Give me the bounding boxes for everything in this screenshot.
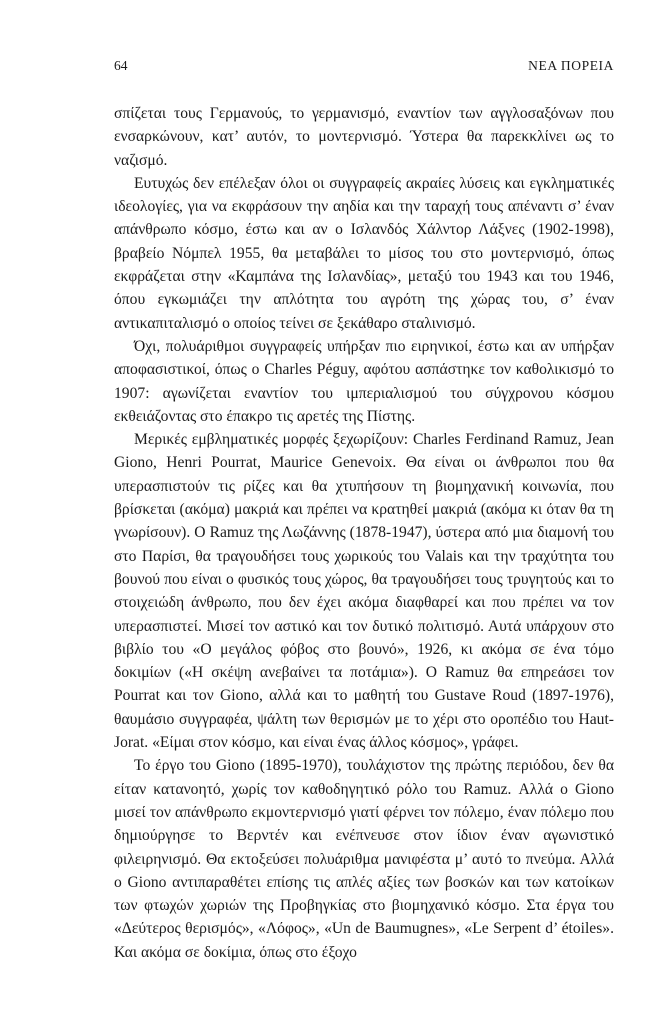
paragraph: Μερικές εμβληματικές μορφές ξεχωρίζουν: Charles Ferdinand Ramuz, Jean Giono, Henri Pourrat, Maurice Genevoix. Θα είναι οι άνθρωποι που θα υπερασπιστούν τις ρίζες και θα χτυπήσουν τη βιομηχανική κοινωνία, που βρίσκεται (ακόμα) μακριά και πρέπει να κρατηθεί μακριά (ακόμα κι όταν θα τη γνωρίσουν). Ο Ramuz της Λωζάννης (1878-1947), ύστερα από μια διαμονή του στο Παρίσι, θα τραγουδήσει τους χωρικούς του Valais και την τραχύτητα του βουνού που είναι ο φυσικός τους χώρος, θα τραγουδήσει τους τρυγητούς και το στοιχειώδη άνθρωπο, που δεν έχει ακόμα διαφθαρεί και που πρέπει να τον υπερασπιστεί. Μισεί τον αστικό και τον δυτικό πολιτισμό. Αυτά υπάρχουν στο βιβλίο του «Ο μεγάλος φόβος στο βουνό», 1926, κι ακόμα σε ένα τόμο δοκιμίων («Η σκέψη ανεβαίνει τα ποτάμια»). Ο Ramuz θα επηρεάσει τον Pourrat και τον Giono, αλλά και το μαθητή του Gustave Roud (1897-1976), θαυμάσιο συγγραφέα, ψάλτη των θερισμών με το χέρι στο οροπέδιο του Haut-Jorat. «Είμαι στον κόσμο, και είναι ένας άλλος κόσμος», γράφει.: [114, 431, 614, 752]
running-head: [114, 58, 614, 78]
body-text: [114, 102, 614, 964]
page-number: 64: [114, 58, 128, 73]
journal-title: ΝΕΑ ΠΟΡΕΙΑ: [528, 58, 614, 73]
paragraph: Όχι, πολυάριθμοι συγγραφείς υπήρξαν πιο ειρηνικοί, έστω και αν υπήρξαν αποφασιστικοί, όπως ο Charles Péguy, αφότου ασπάστηκε τον καθολικισμό το 1907: αγωνίζεται εναντίον του ιμπεριαλισμού του σύγχρονου κόσμου εκθειάζοντας στο έπακρο τις αρετές της Πίστης.: [114, 337, 614, 425]
paragraph: Ευτυχώς δεν επέλεξαν όλοι οι συγγραφείς ακραίες λύσεις και εγκληματικές ιδεολογίες, για να εκφράσουν την αηδία και την ταραχή τους απέναντι σ’ έναν απάνθρωπο κόσμο, έστω και αν ο Ισλανδός Χάλντορ Λάξνες (1902-1998), βραβείο Νόμπελ 1955, θα μεταβάλει το μίσος του στο μοντερνισμό, όπως εκφράζεται στην «Καμπάνα της Ισλανδίας», μεταξύ του 1943 και του 1946, όπου εγκωμιάζει την απλότητα του αγρότη της χώρας του, σ’ έναν αντικαπιταλισμό ο οποίος τείνει σε ξεκάθαρο σταλινισμό.: [114, 174, 614, 332]
paragraph: Το έργο του Giono (1895-1970), τουλάχιστον της πρώτης περιόδου, δεν θα είταν κατανοητό, χωρίς τον καθοδηγητικό ρόλο του Ramuz. Αλλά ο Giono μισεί τον απάνθρωπο εκμοντερνισμό γιατί φέρνει τον πόλεμο, έναν πόλεμο που δημιούργησε το Βερντέν και ενέπνευσε στον ίδιον έναν αγωνιστικό φιλειρηνισμό. Θα εκτοξεύσει πολυάριθμα μανιφέστα μ’ αυτό το πνεύμα. Αλλά ο Giono αντιπαραθέτει επίσης τις απλές αξίες των βοσκών και των κατοίκων των φτωχών χωριών της Προβηγκίας στο βιομηχανικό κόσμο. Στα έργα του «Δεύτερος θερισμός», «Λόφος», «Un de Baumugnes», «Le Serpent d’ étoiles». Και ακόμα σε δοκίμια, όπως στο έξοχο: [114, 757, 614, 961]
paragraph-continuation: σπίζεται τους Γερμανούς, το γερμανισμό, εναντίον των αγγλοσαξόνων που ενσαρκώνουν, κατ’ αυτόν, το μοντερνισμό. Ύστερα θα παρεκκλίνει ως το ναζισμό.: [114, 105, 614, 169]
